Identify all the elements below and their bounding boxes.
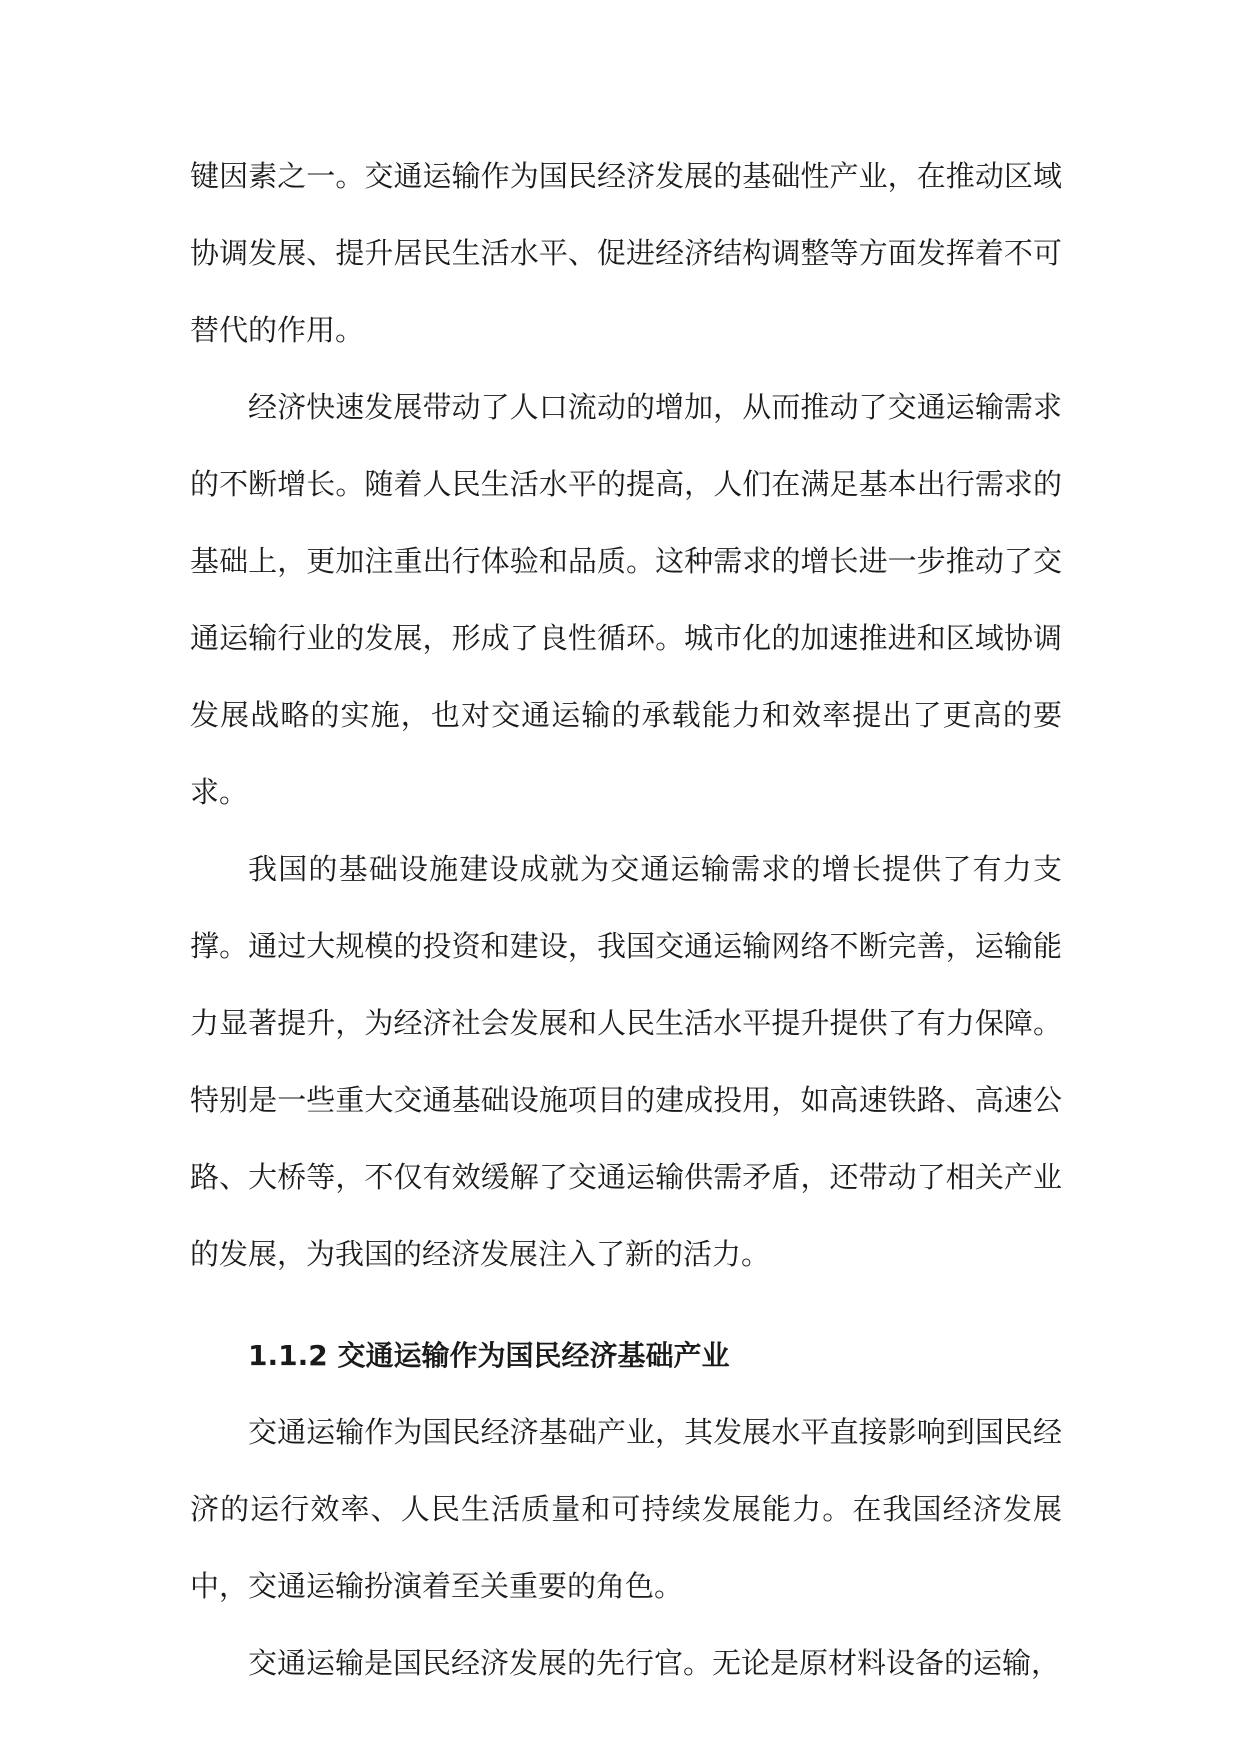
paragraph-4: 交通运输作为国民经济基础产业，其发展水平直接影响到国民经济的运行效率、人民生活质量和可持续发展能力。在我国经济发展中，交通运输扮演着至关重要的角色。 — [190, 1415, 1062, 1603]
document-body — [190, 138, 1062, 1702]
paragraph-3: 我国的基础设施建设成就为交通运输需求的增长提供了有力支撑。通过大规模的投资和建设，我国交通运输网络不断完善，运输能力显著提升，为经济社会发展和人民生活水平提升提供了有力保障。特别是一些重大交通基础设施项目的建成投用，如高速铁路、高速公路、大桥等，不仅有效缓解了交通运输供需矛盾，还带动了相关产业的发展，为我国的经济发展注入了新的活力。 — [190, 852, 1062, 1271]
paragraph-5: 交通运输是国民经济发展的先行官。无论是原材料设备的运输， — [248, 1646, 1061, 1680]
section-heading: 1.1.2 交通运输作为国民经济基础产业 — [248, 1339, 730, 1372]
paragraph-2: 经济快速发展带动了人口流动的增加，从而推动了交通运输需求的不断增长。随着人民生活水平的提高，人们在满足基本出行需求的基础上，更加注重出行体验和品质。这种需求的增长进一步推动了交通运输行业的发展，形成了良性循环。城市化的加速推进和区域协调发展战略的实施，也对交通运输的承载能力和效率提出了更高的要求。 — [190, 390, 1062, 809]
paragraph-1: 键因素之一。交通运输作为国民经济发展的基础性产业，在推动区域协调发展、提升居民生活水平、促进经济结构调整等方面发挥着不可替代的作用。 — [190, 159, 1062, 347]
